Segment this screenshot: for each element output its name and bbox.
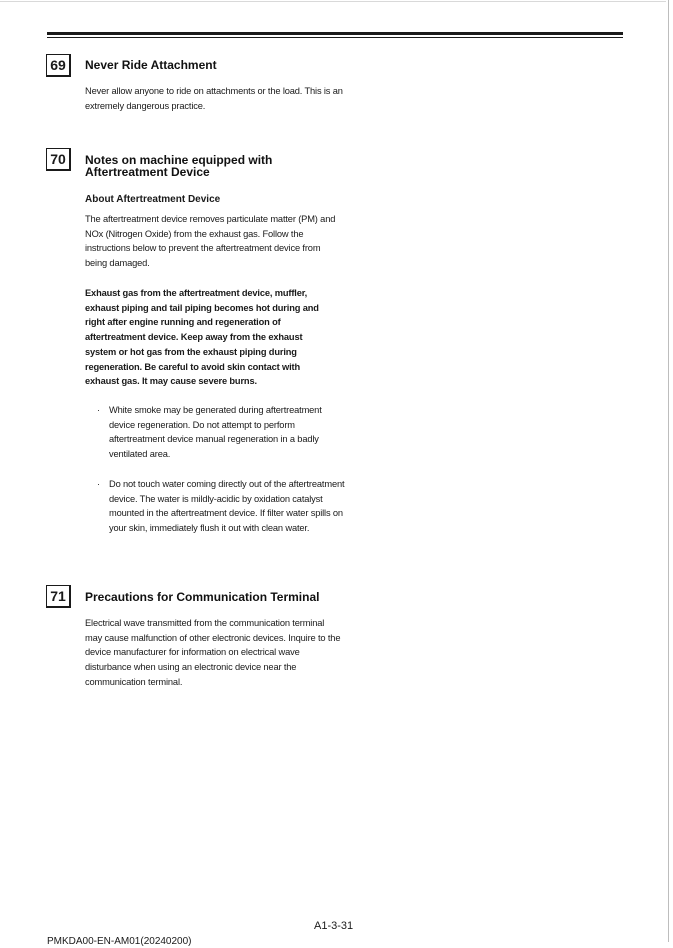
page-number: A1-3-31 — [314, 920, 354, 932]
section-title-70-line2: Aftertreatment Device — [85, 165, 210, 179]
bullet-marker: · — [97, 405, 100, 415]
section-69-paragraph: Never allow anyone to ride on attachments or the load. This is an extremely dangerous practice. — [85, 86, 343, 111]
section-title-70-line1: Notes on machine equipped with — [85, 153, 273, 167]
section-71-paragraph: Electrical wave transmitted from the communication terminal may cause malfunction of other electronic devices. Inquire to the device manufacturer for information on electrical wave disturbance when using an electronic device near the communication terminal. — [85, 618, 341, 687]
page-edge-right — [668, 0, 669, 942]
header-rule-thin — [47, 37, 623, 38]
section-70-subheading: About Aftertreatment Device — [85, 194, 221, 205]
header-rule-thick — [47, 32, 623, 35]
section-70-bullet-2: Do not touch water coming directly out of the aftertreatment device. The water is mildly-acidic by oxidation catalyst mounted in the aftertreatment device. If filter water spills on your skin, immediately flush it out with clean water. — [109, 479, 345, 534]
document-code: PMKDA00-EN-AM01(20240200) — [47, 936, 192, 947]
section-70-bullet-1: White smoke may be generated during aftertreatment device regeneration. Do not attempt to perform aftertreatment device manual regeneration in a badly ventilated area. — [109, 405, 322, 460]
section-number-69: 69 — [46, 54, 71, 77]
section-number-71: 71 — [46, 585, 71, 608]
page-edge-top — [0, 1, 666, 2]
section-70-paragraph: The aftertreatment device removes particulate matter (PM) and NOx (Nitrogen Oxide) from the exhaust gas. Follow the instructions below to prevent the aftertreatment device from being damaged. — [85, 214, 336, 269]
section-title-71: Precautions for Communication Terminal — [85, 590, 320, 604]
section-number-70: 70 — [46, 148, 71, 171]
section-70-warning: Exhaust gas from the aftertreatment device, muffler, exhaust piping and tail piping becomes hot during and right after engine running and regeneration of aftertreatment device. Keep away from the exhaust system or hot gas from the exhaust piping during regeneration. Be careful to avoid skin contact with exhaust gas. It may cause severe burns. — [85, 288, 319, 387]
section-title-69: Never Ride Attachment — [85, 58, 217, 72]
bullet-marker: · — [97, 479, 100, 489]
